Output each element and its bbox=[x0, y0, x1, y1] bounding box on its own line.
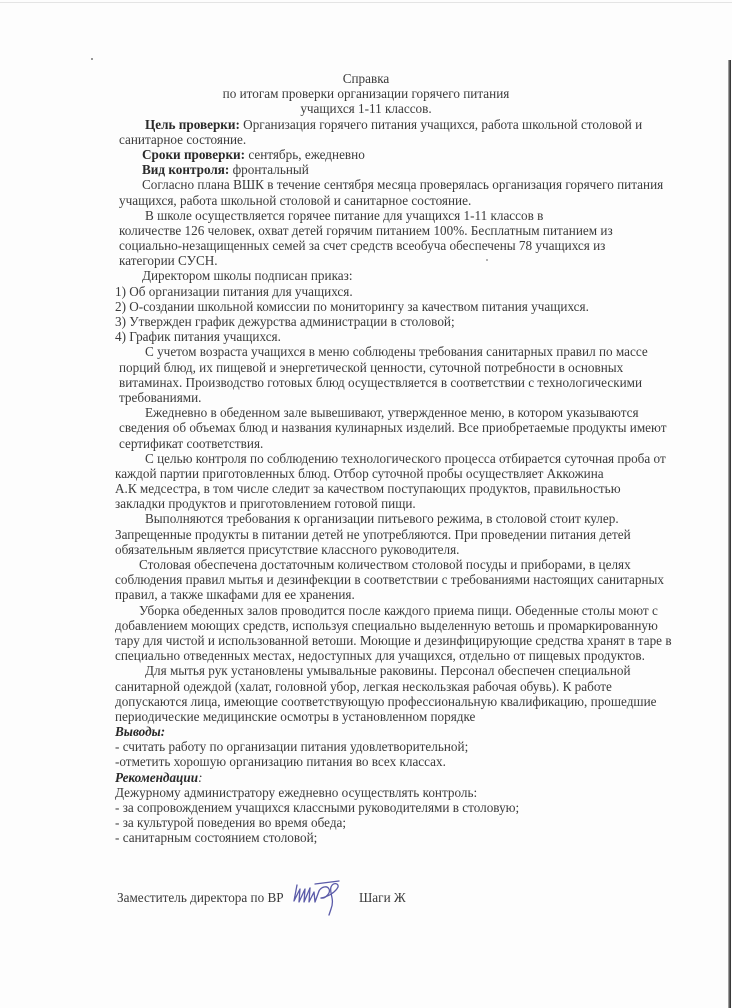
signature-block bbox=[117, 883, 477, 923]
recommendations-heading-line bbox=[115, 770, 715, 785]
order-item: 1) Об организации питания для учащихся. bbox=[115, 283, 353, 299]
paragraph-line: витаминах. Производство готовых блюд осуществляется в соответствии с технологическими bbox=[119, 374, 643, 390]
recommendations-intro: Дежурному администратору ежедневно осуществлять контроль: bbox=[115, 784, 478, 800]
document-subtitle-line2: учащихся 1-11 классов. bbox=[300, 101, 432, 117]
control-type-line bbox=[115, 162, 715, 177]
order-intro: Директором школы подписан приказ: bbox=[142, 268, 353, 284]
order-item: 4) График питания учащихся. bbox=[115, 329, 281, 345]
goal-label: Цель проверки: bbox=[145, 116, 240, 132]
paragraph-line: добавлением моющих средств, используя специально выделенную ветошь и промаркированную bbox=[115, 617, 658, 633]
paragraph-line: обязательным является присутствие классного руководителя. bbox=[115, 541, 460, 557]
paragraph-line: Для мытья рук установлены умывальные раковины. Персонал обеспечен специальной bbox=[145, 663, 631, 679]
order-item: 3) Утвержден график дежурства администрации в столовой; bbox=[115, 314, 455, 329]
scan-top-edge bbox=[0, 2, 732, 3]
document-page bbox=[115, 71, 715, 846]
paragraph-line: С учетом возраста учащихся в меню соблюдены требования санитарных правил по массе bbox=[145, 344, 648, 360]
goal-text: Организация горячего питания учащихся, работа школьной столовой и bbox=[239, 116, 643, 132]
recommendation-item: - за сопровождением учащихся классными руководителями в столовую; bbox=[115, 800, 520, 815]
paragraph-line: каждой партии приготовленных блюд. Отбор суточной пробы осуществляет Аккожина bbox=[115, 465, 604, 481]
paragraph-line: А.К медсестра, в том числе следит за качеством поступающих продуктов, правильностью bbox=[115, 481, 621, 497]
recommendation-item: - санитарным состоянием столовой; bbox=[115, 830, 318, 846]
paragraph-line: Выполняются требования к организации питьевого режима, в столовой стоит кулер. bbox=[145, 511, 619, 527]
paragraph-line: сертификат соответствия. bbox=[119, 435, 264, 451]
order-item: 2) О-создании школьной комиссии по мониторингу за качеством питания учащихся. bbox=[115, 298, 589, 314]
handwritten-signature-icon bbox=[291, 875, 351, 919]
paragraph-line: С целью контроля по соблюдению технологического процесса отбирается суточная проба от bbox=[145, 450, 666, 466]
terms-label: Сроки проверки: bbox=[142, 146, 246, 162]
paragraph-line: сведения об объемах блюд и названия кулинарных изделий. Все приобретаемые продукты имеют bbox=[119, 420, 667, 436]
document-subtitle-line1: по итогам проверки организации горячего питания bbox=[222, 86, 510, 102]
paragraph-line: категории СУСН. bbox=[119, 253, 218, 269]
paragraph-line: Ежедневно в обеденном зале вывешивают, утвержденное меню, в котором указываются bbox=[145, 405, 639, 421]
paragraph-line: Согласно плана ВШК в течение сентября месяца проверялась организация горячего питания bbox=[142, 177, 664, 193]
paragraph-line: количестве 126 человек, охват детей горячим питанием 100%. Бесплатным питанием из bbox=[119, 222, 613, 238]
terms-text: сентябрь, ежедневно bbox=[245, 146, 365, 162]
signature-position: Заместитель директора по ВР bbox=[117, 890, 284, 905]
terms-line bbox=[115, 147, 715, 162]
conclusions-heading: Выводы: bbox=[115, 724, 166, 740]
paragraph-line: специально отведенных местах, недоступных для учащихся, отдельно от пищевых продуктов. bbox=[115, 648, 645, 664]
paragraph-line: В школе осуществляется горячее питание для учащихся 1-11 классов в bbox=[145, 207, 544, 223]
paragraph-line: допускаются лица, имеющие соответствующую профессиональную квалификацию, прошедшие bbox=[115, 693, 657, 709]
paragraph-line: социально-незащищенных семей за счет средств всеобуча обеспечены 78 учащихся из bbox=[119, 238, 606, 254]
signatory-name: Шаги Ж bbox=[359, 890, 406, 905]
paragraph-line: санитарной одеждой (халат, головной убор, легкая нескользкая рабочая обувь). К работе bbox=[115, 678, 612, 694]
recommendations-heading: Рекомендации bbox=[115, 769, 199, 785]
paragraph-line: учащихся, работа школьной столовой и санитарное состояние. bbox=[119, 192, 472, 208]
recommendations-colon: : bbox=[198, 769, 203, 785]
document-title: Справка bbox=[342, 71, 390, 86]
goal-line bbox=[115, 117, 715, 132]
control-type-text: фронтальный bbox=[229, 162, 309, 178]
paragraph-line: требованиями. bbox=[119, 389, 202, 405]
conclusion-item: - считать работу по организации питания удовлетворительной; bbox=[115, 739, 469, 755]
paragraph-line: правил, а также шкафами для ее хранения. bbox=[115, 587, 355, 603]
conclusion-item: -отметить хорошую организацию питания во всех классах. bbox=[115, 754, 446, 770]
paragraph-line: периодические медицинские осмотры в установленном порядке bbox=[115, 708, 476, 724]
scan-speck bbox=[91, 58, 93, 60]
paragraph-line: соблюдения правил мытья и дезинфекции в соответствии с требованиями настоящих санитарных bbox=[115, 572, 664, 588]
paragraph-line: закладки продуктов и приготовлением готовой пищи. bbox=[115, 496, 416, 512]
paragraph-line: Уборка обеденных залов проводится после каждого приема пищи. Обеденные столы моют с bbox=[139, 602, 658, 618]
paragraph-line: порций блюд, их пищевой и энергетической ценности, суточной потребности в основных bbox=[119, 359, 624, 375]
control-type-label: Вид контроля: bbox=[142, 162, 230, 178]
paragraph-line: Столовая обеспечена достаточным количеством столовой посуды и приборами, в целях bbox=[139, 557, 631, 572]
paragraph-line: тару для чистой и использованной ветоши. Моющие и дезинфицирующие средства хранят в таре в bbox=[115, 632, 672, 648]
paragraph-line: Запрещенные продукты в питании детей не употребляются. При проведении питания детей bbox=[115, 526, 631, 542]
recommendation-item: - за культурой поведения во время обеда; bbox=[115, 815, 347, 831]
goal-text-cont: санитарное состояние. bbox=[119, 131, 247, 147]
scan-right-edge bbox=[728, 60, 731, 1008]
